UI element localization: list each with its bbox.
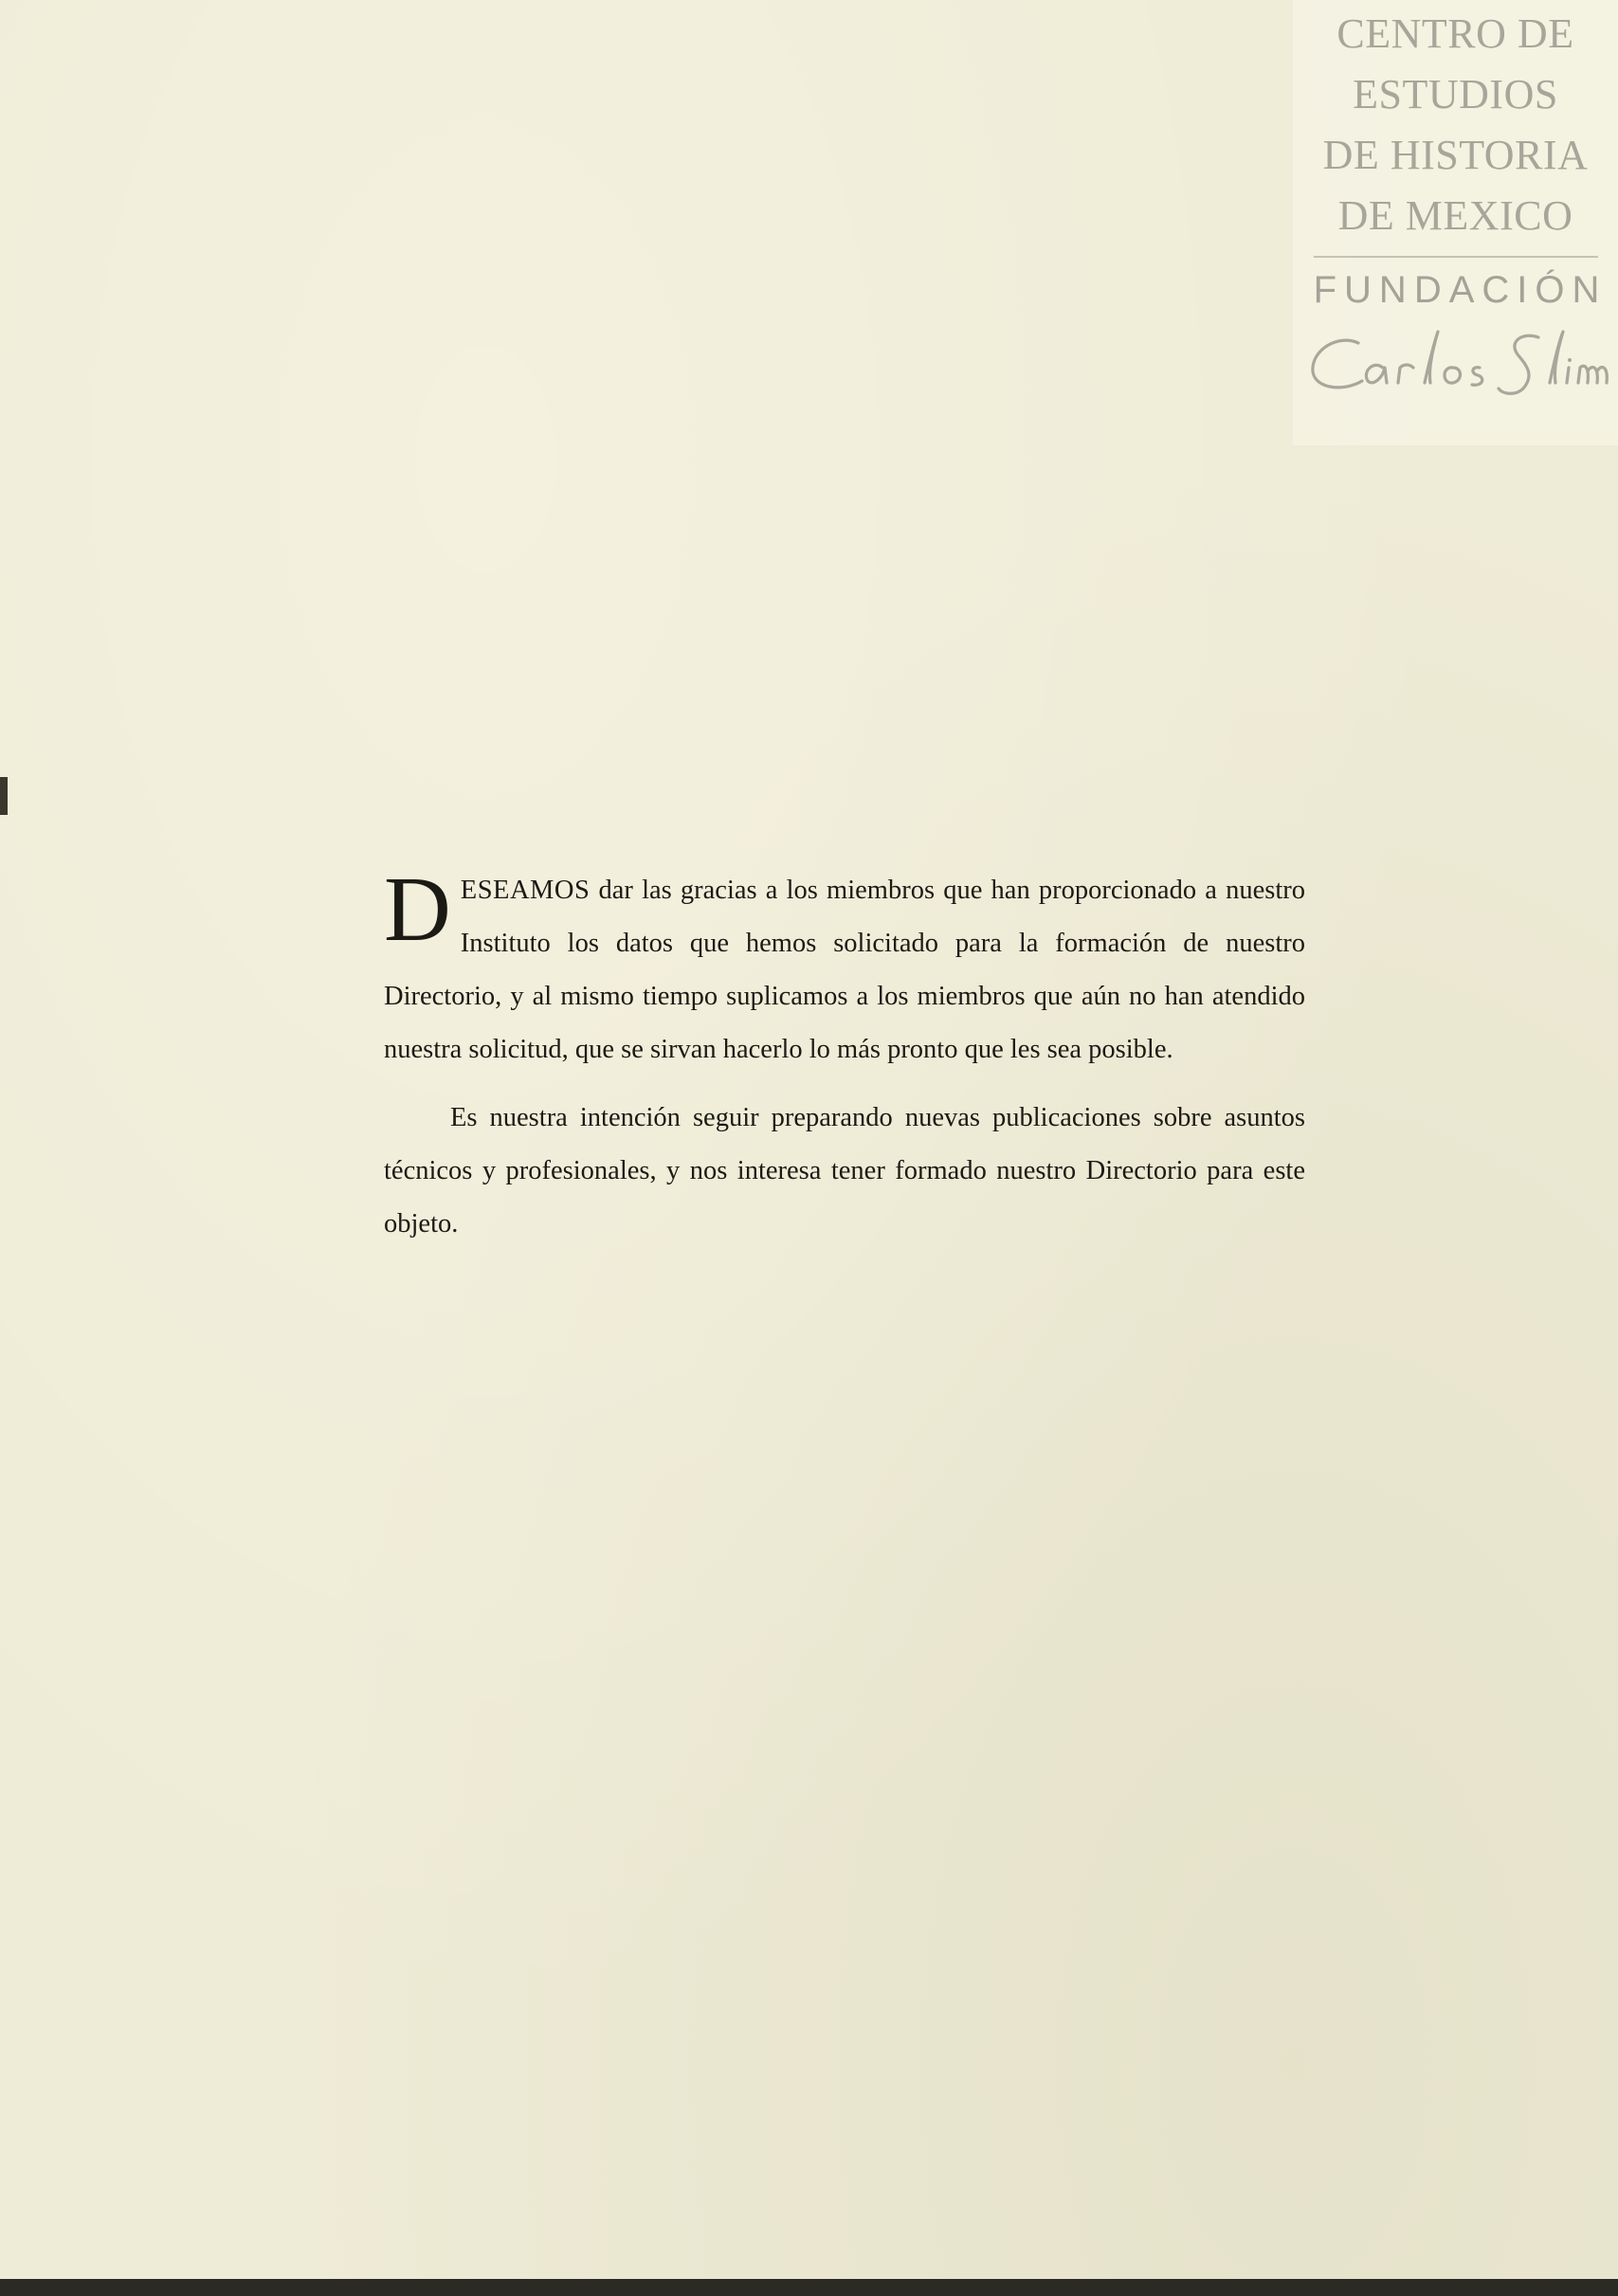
stamp-divider <box>1314 256 1598 258</box>
page-edge-mark <box>0 777 8 815</box>
stamp-fundacion: FUNDACIÓN <box>1313 269 1608 311</box>
scan-bottom-edge <box>0 2279 1618 2296</box>
signature-logo <box>1293 322 1618 412</box>
paragraph-1-text: dar las gracias a los miembros que han proporcionado a nuestro Instituto los datos que hemos solicitado para la formación de nuestro Directorio, y al mismo tiempo suplicamos a los miembros que aún no han atendido nuestra solicitud, que se sirvan hacerlo lo más pronto que les sea posible. <box>384 876 1305 1064</box>
signature-logo-graphic <box>1300 322 1612 407</box>
stamp-line: DE HISTORIA <box>1322 132 1589 178</box>
letter-body <box>384 859 1305 1278</box>
stamp-line: DE MEXICO <box>1337 192 1573 239</box>
letter-paragraph-2: Es nuestra intención seguir preparando nuevas publicaciones sobre asuntos técnicos y profesionales, y nos interesa tener formado nuestro Directorio para este objeto. <box>384 1103 1305 1238</box>
lead-word: ESEAMOS <box>460 876 591 905</box>
stamp-line: CENTRO DE <box>1336 10 1574 57</box>
letter-paragraph-1 <box>384 859 1305 1076</box>
stamp-line: ESTUDIOS <box>1353 71 1558 118</box>
drop-cap: D <box>384 859 451 961</box>
archive-watermark-stamp <box>1293 0 1618 445</box>
